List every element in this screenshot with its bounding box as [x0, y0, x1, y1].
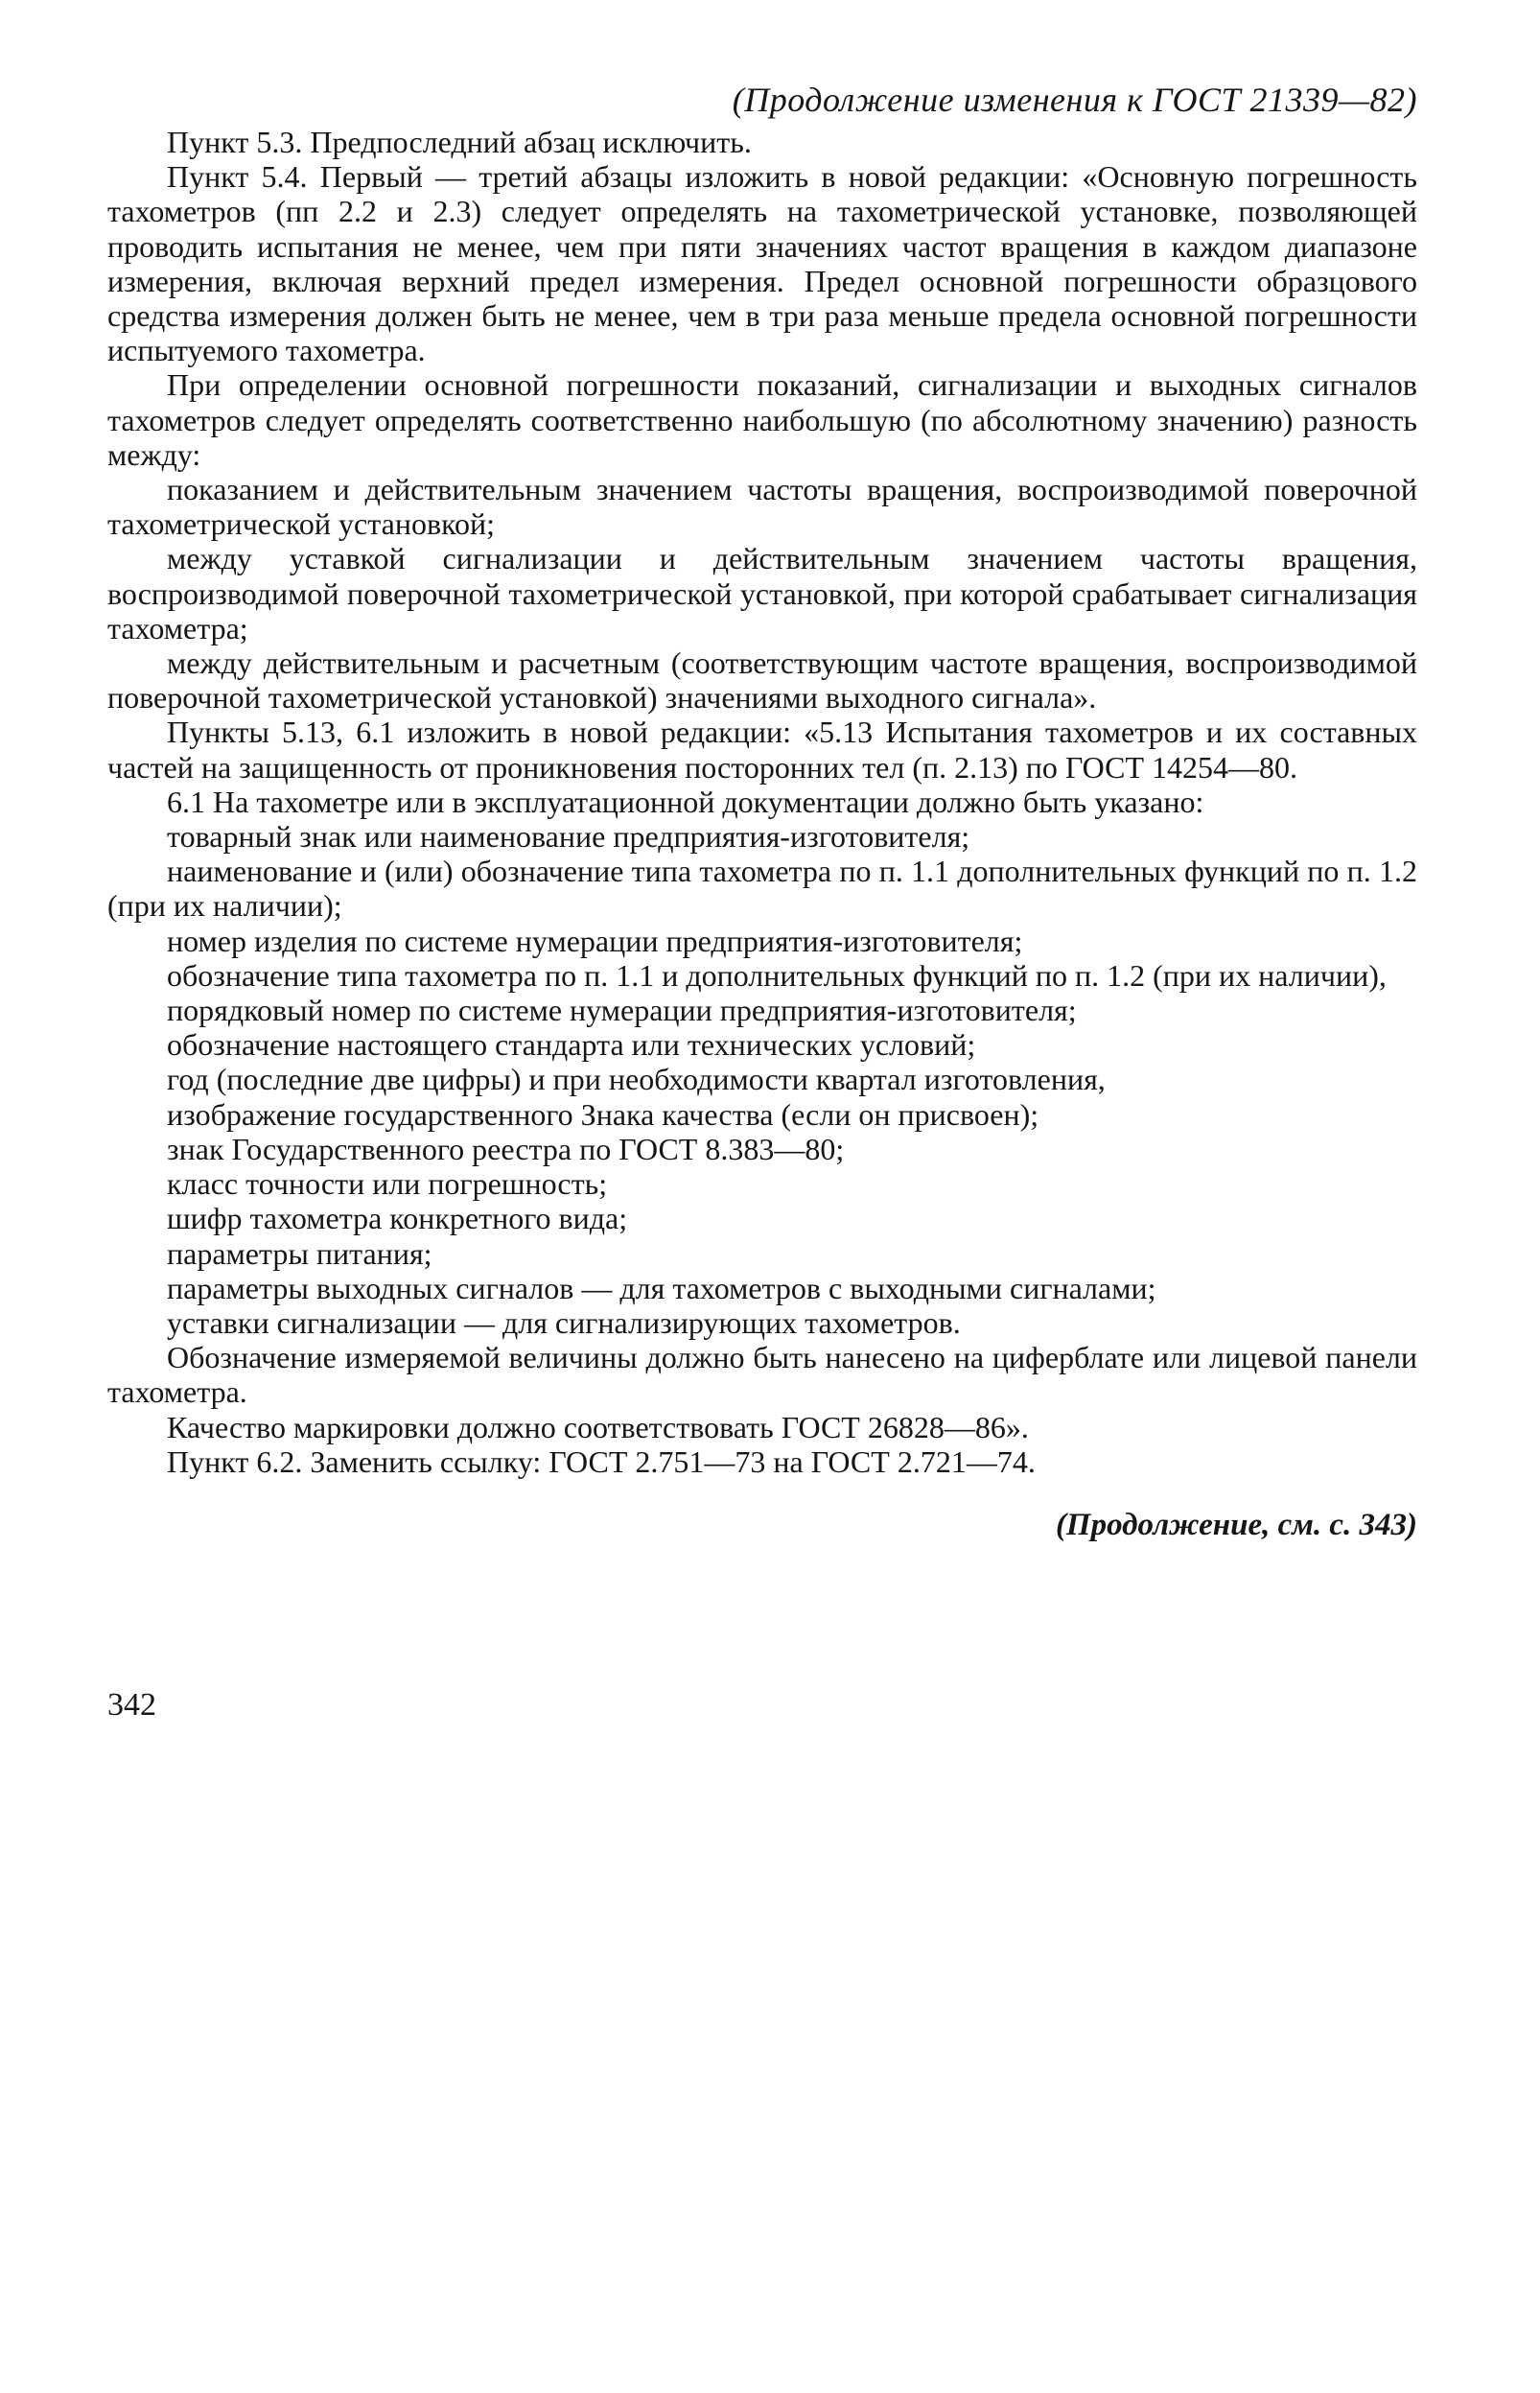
marking-item-cipher: шифр тахометра конкретного вида;: [167, 1201, 628, 1236]
continuation-note: (Продолжение, см. с. 343): [1055, 1507, 1417, 1542]
marking-item-standard: обозначение настоящего стандарта или технических условий;: [167, 1027, 976, 1063]
running-header: (Продолжение изменения к ГОСТ 21339—82): [732, 81, 1417, 119]
marking-item-quality-mark: изображение государственного Знака качества (если он присвоен);: [167, 1096, 1039, 1132]
marking-item-type-designation: обозначение типа тахометра по п. 1.1 и дополнительных функций по п. 1.2 (при их наличии),: [167, 957, 1387, 993]
marking-item-output-signals: параметры выходных сигналов — для тахометров с выходными сигналами;: [167, 1270, 1156, 1305]
paragraph-5-13: Пункты 5.13, 6.1 изложить в новой редакции: «5.13 Испытания тахометров и их составных частей на защищенность от проникновения посторонних тел (п. 2.13) по ГОСТ 14254—80.: [107, 715, 1417, 785]
marking-item-alarm-settings: уставки сигнализации — для сигнализирующих тахометров.: [167, 1304, 961, 1340]
marking-item-type-name: наименование и (или) обозначение типа тахометра по п. 1.1 дополнительных функций по п. 1.2 (при их наличии);: [107, 854, 1417, 924]
paragraph-marking-quality: Качество маркировки должно соответствовать ГОСТ 26828—86».: [167, 1409, 1029, 1444]
marking-item-year: год (последние две цифры) и при необходимости квартал изготовления,: [167, 1062, 1106, 1097]
paragraph-6-2: Пункт 6.2. Заменить ссылку: ГОСТ 2.751—73 на ГОСТ 2.721—74.: [167, 1443, 1036, 1479]
paragraph-output-error: между действительным и расчетным (соответствующим частоте вращения, воспроизводимой поверочной тахометрической установкой) значениями выходного сигнала».: [107, 645, 1417, 716]
marking-item-serial-number: порядковый номер по системе нумерации предприятия-изготовителя;: [167, 993, 1077, 1028]
paragraph-6-1: 6.1 На тахометре или в эксплуатационной документации должно быть указано:: [167, 784, 1204, 819]
paragraph-error-definition: При определении основной погрешности показаний, сигнализации и выходных сигналов тахометров следует определять соответственно наибольшую (по абсолютному значению) разность между:: [107, 367, 1417, 472]
paragraph-quantity-designation: Обозначение измеряемой величины должно быть нанесено на циферблате или лицевой панели тахометра.: [107, 1340, 1417, 1410]
marking-item-power: параметры питания;: [167, 1235, 432, 1271]
page-number: 342: [107, 1687, 156, 1723]
marking-item-registry-mark: знак Государственного реестра по ГОСТ 8.383—80;: [167, 1131, 845, 1166]
marking-item-product-number: номер изделия по системе нумерации предприятия-изготовителя;: [167, 923, 1023, 958]
paragraph-5-3: Пункт 5.3. Предпоследний абзац исключить.: [167, 125, 752, 159]
marking-item-accuracy-class: класс точности или погрешность;: [167, 1166, 608, 1202]
paragraph-5-4: Пункт 5.4. Первый — третий абзацы изложить в новой редакции: «Основную погрешность тахометров (пп 2.2 и 2.3) следует определять на тахометрической установке, позволяющей проводить испытания не менее, чем при пяти значениях частот вращения в каждом диапазоне измерения, включая верхний предел измерения. Предел основной погрешности образцового средства измерения должен быть не менее, чем в три раза меньше предела основной погрешности испытуемого тахометра.: [107, 159, 1417, 368]
document-body: [107, 125, 1417, 1479]
paragraph-alarm-error: между уставкой сигнализации и действительным значением частоты вращения, воспроизводимой поверочной тахометрической установкой, при которой срабатывает сигнализация тахометра;: [107, 541, 1417, 645]
document-page: [107, 79, 1417, 1544]
marking-item-trademark: товарный знак или наименование предприятия-изготовителя;: [167, 819, 970, 855]
paragraph-reading-error: показанием и действительным значением частоты вращения, воспроизводимой поверочной тахометрической установкой;: [107, 472, 1417, 542]
